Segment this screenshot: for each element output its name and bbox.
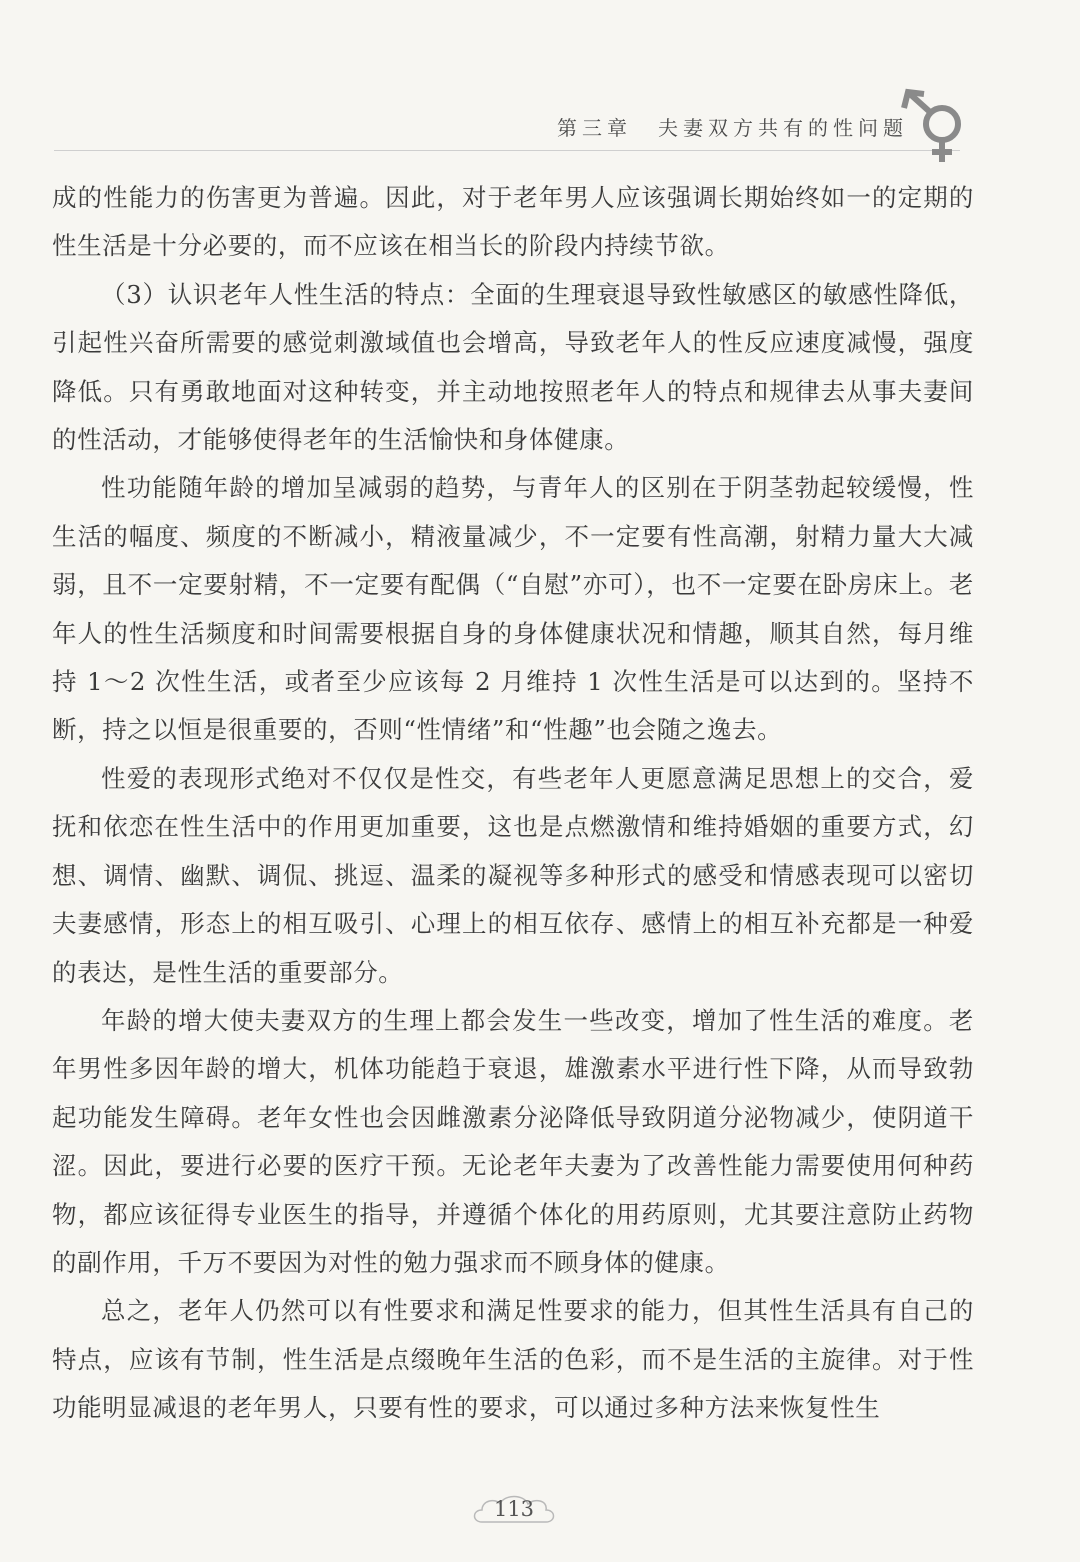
paragraph-3: 性功能随年龄的增加呈减弱的趋势，与青年人的区别在于阴茎勃起较缓慢，性生活的幅度、频度的不断减小，精液量减少，不一定要有性高潮，射精力量大大减弱，且不一定要射精，不一定要有配偶（“自慰”亦可），也不一定要在卧房床上。老年人的性生活频度和时间需要根据自身的身体健康状况和情趣，顺其自然，每月维持 1～2 次性生活，或者至少应该每 2 月维持 1 次性生活是可以达到的。坚持不断，持之以恒是很重要的，否则“性情绪”和“性趣”也会随之逸去。 [52, 473, 974, 745]
chapter-title: 夫妻双方共有的性问题 [658, 116, 908, 140]
page-number: 113 [493, 1497, 535, 1521]
paragraph-4: 性爱的表现形式绝对不仅仅是性交，有些老年人更愿意满足思想上的交合，爱抚和依恋在性生活中的作用更加重要，这也是点燃激情和维持婚姻的重要方式，幻想、调情、幽默、调侃、挑逗、温柔的凝视等多种形式的感受和情感表现可以密切夫妻感情，形态上的相互吸引、心理上的相互依存、感情上的相互补充都是一种爱的表达，是性生活的重要部分。 [52, 763, 974, 987]
paragraph-1: 成的性能力的伤害更为普遍。因此，对于老年男人应该强调长期始终如一的定期的性生活是十分必要的，而不应该在相当长的阶段内持续节欲。 [52, 183, 974, 261]
chapter-label: 第三章 [557, 116, 632, 140]
running-header [557, 112, 908, 141]
male-female-symbol-icon [898, 88, 978, 168]
paragraph-6: 总之，老年人仍然可以有性要求和满足性要求的能力，但其性生活具有自己的特点，应该有节制，性生活是点缀晚年生活的色彩，而不是生活的主旋律。对于性功能明显减退的老年男人，只要有性的要求，可以通过多种方法来恢复性生 [52, 1296, 974, 1423]
body-text [52, 174, 974, 1433]
header-rule [54, 150, 960, 151]
paragraph-5: 年龄的增大使夫妻双方的生理上都会发生一些改变，增加了性生活的难度。老年男性多因年龄的增大，机体功能趋于衰退，雄激素水平进行性下降，从而导致勃起功能发生障碍。老年女性也会因雌激素分泌降低导致阴道分泌物减少，使阴道干涩。因此，要进行必要的医疗干预。无论老年夫妻为了改善性能力需要使用何种药物，都应该征得专业医生的指导，并遵循个体化的用药原则，尤其要注意防止药物的副作用，千万不要因为对性的勉力强求而不顾身体的健康。 [52, 1005, 974, 1277]
paragraph-2: （3）认识老年人性生活的特点：全面的生理衰退导致性敏感区的敏感性降低，引起性兴奋所需要的感觉刺激域值也会增高，导致老年人的性反应速度减慢，强度降低。只有勇敢地面对这种转变，并主动地按照老年人的特点和规律去从事夫妻间的性活动，才能够使得老年的生活愉快和身体健康。 [52, 279, 974, 455]
page-number-badge [468, 1492, 560, 1530]
